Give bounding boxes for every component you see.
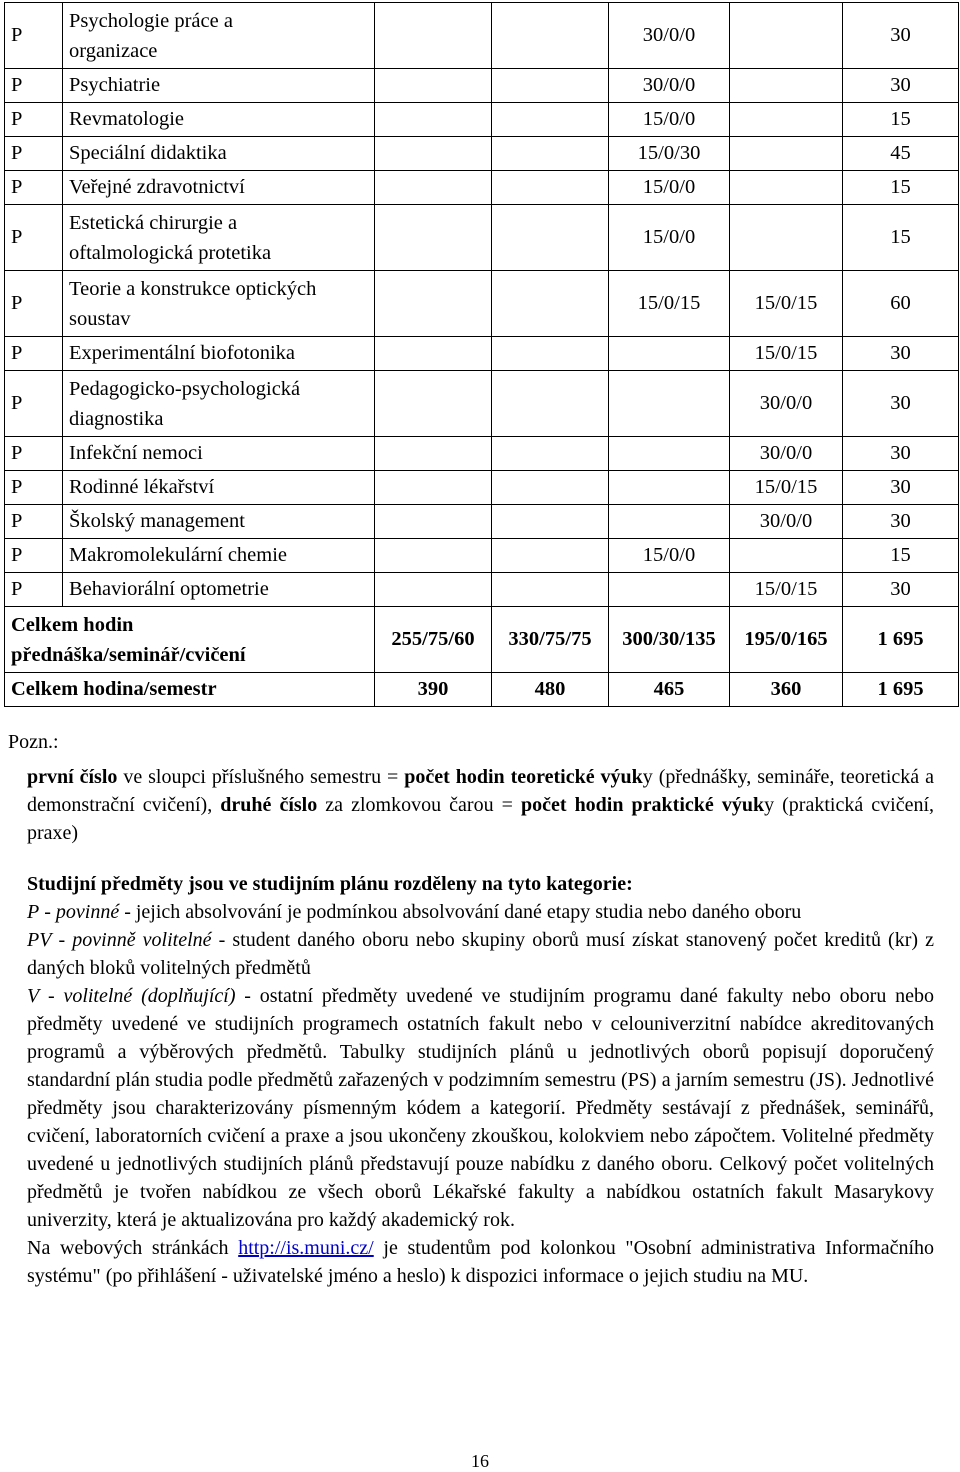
semester-hours-cell: 15/0/15 bbox=[730, 471, 843, 505]
semester-hours-cell bbox=[609, 471, 730, 505]
semester-hours-cell bbox=[375, 171, 492, 205]
semester-hours-cell bbox=[609, 337, 730, 371]
table-row bbox=[5, 69, 959, 103]
categories-heading-text: Studijní předměty jsou ve studijním plánu rozděleny na tyto kategorie: bbox=[27, 873, 633, 895]
note-bold-practice: počet hodin praktické výuk bbox=[520, 794, 765, 816]
table-row bbox=[5, 137, 959, 171]
subject-name-line: Rodinné lékařství bbox=[69, 476, 215, 498]
semester-hours-cell: 15/0/0 bbox=[609, 205, 730, 271]
table-row bbox=[5, 103, 959, 137]
subject-name-cell bbox=[63, 271, 375, 337]
category-cell: P bbox=[5, 573, 63, 607]
total-hours-cell: 15 bbox=[843, 103, 959, 137]
total-hours-cell: 30 bbox=[843, 69, 959, 103]
note-bold-second: druhé číslo bbox=[220, 794, 318, 816]
table-body bbox=[5, 3, 959, 707]
category-desc: - jejich absolvování je podmínkou absolvování dané etapy studia nebo daného oboru bbox=[119, 901, 802, 923]
total-hours-cell: 15 bbox=[843, 539, 959, 573]
subject-name-line: Školský management bbox=[69, 510, 245, 532]
grand-total-cell: 1 695 bbox=[843, 607, 959, 673]
semester-hours-cell bbox=[375, 539, 492, 573]
table-row bbox=[5, 205, 959, 271]
semester-hours-cell bbox=[492, 69, 609, 103]
category-cell: P bbox=[5, 171, 63, 205]
subject-name-cell bbox=[63, 171, 375, 205]
semester-hours-cell bbox=[730, 103, 843, 137]
subject-name-cell bbox=[63, 505, 375, 539]
semester-total-cell: 255/75/60 bbox=[375, 607, 492, 673]
semester-hours-cell bbox=[492, 505, 609, 539]
total-hours-cell: 45 bbox=[843, 137, 959, 171]
total-hours-cell: 30 bbox=[843, 337, 959, 371]
totals-label-cell bbox=[5, 607, 375, 673]
semester-hours-cell bbox=[492, 205, 609, 271]
subject-name-cell bbox=[63, 69, 375, 103]
table-row bbox=[5, 539, 959, 573]
note-text: za zlomkovou čarou = bbox=[317, 794, 521, 816]
subject-name-cell bbox=[63, 573, 375, 607]
subject-name-cell bbox=[63, 3, 375, 69]
category-p bbox=[27, 898, 934, 926]
subject-name-line: Experimentální biofotonika bbox=[69, 342, 296, 364]
table-row bbox=[5, 171, 959, 205]
semester-hours-cell bbox=[730, 539, 843, 573]
web-text-before: Na webových stránkách bbox=[27, 1237, 239, 1259]
note-text: ve sloupci příslušného semestru = bbox=[117, 766, 405, 788]
semester-hours-cell bbox=[375, 371, 492, 437]
page-number: 16 bbox=[471, 1451, 489, 1471]
semester-hours-cell bbox=[492, 573, 609, 607]
semester-hours-cell: 15/0/0 bbox=[609, 103, 730, 137]
semester-hours-cell bbox=[375, 3, 492, 69]
category-cell: P bbox=[5, 371, 63, 437]
subject-name-line: Veřejné zdravotnictví bbox=[69, 176, 245, 198]
semester-hours-cell: 15/0/15 bbox=[609, 271, 730, 337]
category-term: povinně volitelné bbox=[72, 929, 212, 951]
semester-hours-cell bbox=[375, 137, 492, 171]
semester-hours-cell bbox=[730, 171, 843, 205]
semester-hours-cell: 15/0/15 bbox=[730, 337, 843, 371]
semester-hours-cell: 15/0/30 bbox=[609, 137, 730, 171]
category-term: volitelné (doplňující) bbox=[63, 985, 236, 1007]
totals-label-line: přednáška/seminář/cvičení bbox=[11, 643, 246, 666]
semester-total-cell: 390 bbox=[375, 673, 492, 707]
semester-hours-cell bbox=[375, 505, 492, 539]
subject-name-line: Psychologie práce a bbox=[69, 9, 233, 32]
total-hours-cell: 15 bbox=[843, 171, 959, 205]
total-hours-cell: 30 bbox=[843, 505, 959, 539]
subject-name-line: organizace bbox=[69, 39, 158, 62]
table-row bbox=[5, 371, 959, 437]
total-hours-cell: 30 bbox=[843, 471, 959, 505]
table-row bbox=[5, 337, 959, 371]
category-cell: P bbox=[5, 3, 63, 69]
notes-section bbox=[27, 763, 934, 1290]
subject-name-line: Psychiatrie bbox=[69, 74, 161, 96]
semester-hours-cell bbox=[609, 371, 730, 437]
totals-row bbox=[5, 607, 959, 673]
note-text: y (přednášky, semináře, teoretická a demonstrační cvičení), bbox=[27, 766, 934, 816]
semester-hours-cell bbox=[730, 205, 843, 271]
semester-hours-cell bbox=[375, 103, 492, 137]
web-text-after: je studentům pod kolonkou "Osobní administrativa Informačního systému" (po přihlášení - uživatelské jméno a heslo) k dispozici informace o jejich studiu na MU. bbox=[27, 1237, 934, 1287]
subject-name-cell bbox=[63, 371, 375, 437]
total-hours-cell: 30 bbox=[843, 3, 959, 69]
subject-name-line: oftalmologická protetika bbox=[69, 241, 272, 264]
semester-hours-cell bbox=[609, 437, 730, 471]
category-cell: P bbox=[5, 337, 63, 371]
semester-total-cell: 360 bbox=[730, 673, 843, 707]
category-sep: - bbox=[51, 929, 73, 951]
semester-total-cell: 465 bbox=[609, 673, 730, 707]
totals-label-line: Celkem hodina/semestr bbox=[11, 678, 217, 700]
table-row bbox=[5, 437, 959, 471]
semester-hours-cell bbox=[492, 471, 609, 505]
subject-name-line: Infekční nemoci bbox=[69, 442, 203, 464]
category-desc: - student daného oboru nebo skupiny oborů musí získat stanovený počet kreditů (kr) z daných bloků volitelných předmětů bbox=[27, 929, 934, 979]
category-code: PV bbox=[27, 929, 52, 951]
total-hours-cell: 30 bbox=[843, 371, 959, 437]
category-cell: P bbox=[5, 471, 63, 505]
semester-hours-cell: 30/0/0 bbox=[609, 69, 730, 103]
subject-name-line: Estetická chirurgie a bbox=[69, 211, 238, 234]
semester-hours-cell bbox=[375, 271, 492, 337]
semester-hours-cell bbox=[730, 69, 843, 103]
semester-hours-cell bbox=[492, 171, 609, 205]
semester-hours-cell: 15/0/15 bbox=[730, 573, 843, 607]
category-cell: P bbox=[5, 137, 63, 171]
semester-hours-cell bbox=[492, 103, 609, 137]
table-row bbox=[5, 505, 959, 539]
subject-name-cell bbox=[63, 137, 375, 171]
category-sep: - bbox=[39, 901, 56, 923]
semester-hours-cell bbox=[492, 3, 609, 69]
semester-total-cell: 480 bbox=[492, 673, 609, 707]
semester-hours-cell bbox=[730, 3, 843, 69]
semester-total-cell: 195/0/165 bbox=[730, 607, 843, 673]
category-cell: P bbox=[5, 505, 63, 539]
table-row bbox=[5, 471, 959, 505]
semester-hours-cell bbox=[375, 205, 492, 271]
category-sep: - bbox=[39, 985, 64, 1007]
subject-name-cell bbox=[63, 205, 375, 271]
category-cell: P bbox=[5, 205, 63, 271]
semester-hours-cell bbox=[375, 437, 492, 471]
category-cell: P bbox=[5, 69, 63, 103]
total-hours-cell: 15 bbox=[843, 205, 959, 271]
subject-name-line: diagnostika bbox=[69, 407, 164, 430]
note-bold-first: první číslo bbox=[27, 766, 118, 788]
subject-name-cell bbox=[63, 103, 375, 137]
semester-hours-cell bbox=[492, 271, 609, 337]
subject-name-cell bbox=[63, 437, 375, 471]
categories-heading bbox=[27, 870, 934, 898]
category-code: V bbox=[27, 985, 40, 1007]
subject-name-cell bbox=[63, 471, 375, 505]
grand-total-cell: 1 695 bbox=[843, 673, 959, 707]
note-label: Pozn.: bbox=[8, 731, 59, 753]
category-cell: P bbox=[5, 103, 63, 137]
totals-label-cell bbox=[5, 673, 375, 707]
category-term: povinné bbox=[55, 901, 120, 923]
semester-hours-cell: 30/0/0 bbox=[730, 505, 843, 539]
semester-hours-cell bbox=[375, 573, 492, 607]
semester-hours-cell bbox=[375, 471, 492, 505]
semester-hours-cell bbox=[609, 505, 730, 539]
semester-total-cell: 330/75/75 bbox=[492, 607, 609, 673]
totals-row bbox=[5, 673, 959, 707]
totals-label-line: Celkem hodin bbox=[11, 613, 134, 636]
notes-paragraph-numbers bbox=[27, 763, 934, 847]
web-info bbox=[27, 1234, 934, 1290]
semester-total-cell: 300/30/135 bbox=[609, 607, 730, 673]
subject-name-line: Revmatologie bbox=[69, 108, 185, 130]
subject-name-line: Pedagogicko-psychologická bbox=[69, 377, 301, 400]
table-row bbox=[5, 573, 959, 607]
semester-hours-cell bbox=[492, 437, 609, 471]
total-hours-cell: 30 bbox=[843, 437, 959, 471]
category-cell: P bbox=[5, 539, 63, 573]
semester-hours-cell: 15/0/0 bbox=[609, 171, 730, 205]
semester-hours-cell bbox=[375, 69, 492, 103]
category-pv bbox=[27, 926, 934, 982]
category-v bbox=[27, 982, 934, 1234]
semester-hours-cell: 15/0/15 bbox=[730, 271, 843, 337]
subject-name-line: Teorie a konstrukce optických bbox=[69, 277, 317, 300]
study-plan-table bbox=[4, 2, 959, 707]
semester-hours-cell: 30/0/0 bbox=[730, 437, 843, 471]
subject-name-cell bbox=[63, 539, 375, 573]
is-muni-link[interactable]: http://is.muni.cz/ bbox=[238, 1237, 374, 1259]
semester-hours-cell: 15/0/0 bbox=[609, 539, 730, 573]
note-bold-theory: počet hodin teoretické výuk bbox=[404, 766, 643, 788]
category-cell: P bbox=[5, 271, 63, 337]
total-hours-cell: 30 bbox=[843, 573, 959, 607]
semester-hours-cell bbox=[492, 371, 609, 437]
semester-hours-cell: 30/0/0 bbox=[730, 371, 843, 437]
subject-name-line: Makromolekulární chemie bbox=[69, 544, 288, 566]
semester-hours-cell bbox=[730, 137, 843, 171]
subject-name-line: Speciální didaktika bbox=[69, 142, 227, 164]
table-row bbox=[5, 271, 959, 337]
subject-name-line: Behaviorální optometrie bbox=[69, 578, 269, 600]
table-row bbox=[5, 3, 959, 69]
category-cell: P bbox=[5, 437, 63, 471]
semester-hours-cell bbox=[492, 137, 609, 171]
semester-hours-cell bbox=[492, 539, 609, 573]
subject-name-cell bbox=[63, 337, 375, 371]
subject-name-line: soustav bbox=[69, 307, 131, 330]
category-code: P bbox=[27, 901, 40, 923]
semester-hours-cell: 30/0/0 bbox=[609, 3, 730, 69]
note-text: y (praktická cvičení, praxe) bbox=[27, 794, 935, 844]
semester-hours-cell bbox=[492, 337, 609, 371]
category-desc: - ostatní předměty uvedené ve studijním programu dané fakulty nebo oboru nebo předměty uvedené ve studijních programech ostatních fakult nebo v celouniverzitní nabídce akreditovaných programů a výběrových předmětů. Tabulky studijních plánů u jednotlivých oborů popisují doporučený standardní plán studia podle předmětů zařazených v podzimním semestru (PS) a jarním semestru (JS). Jednotlivé předměty jsou charakterizovány písmenným kódem a kategorií. Předměty sestávají z přednášek, seminářů, cvičení, laboratorních cvičení a praxe a jsou ukončeny zkouškou, kolokviem nebo zápočtem. Volitelné předměty uvedené u jednotlivých studijních plánů představují pouze nabídku z daného oboru. Celkový počet volitelných předmětů je tvořen nabídkou ze všech oborů Lékařské fakulty a nabídkou ostatních fakult Masarykovy univerzity, která je aktualizována pro každý akademický rok. bbox=[27, 985, 934, 1231]
total-hours-cell: 60 bbox=[843, 271, 959, 337]
semester-hours-cell bbox=[609, 573, 730, 607]
semester-hours-cell bbox=[375, 337, 492, 371]
